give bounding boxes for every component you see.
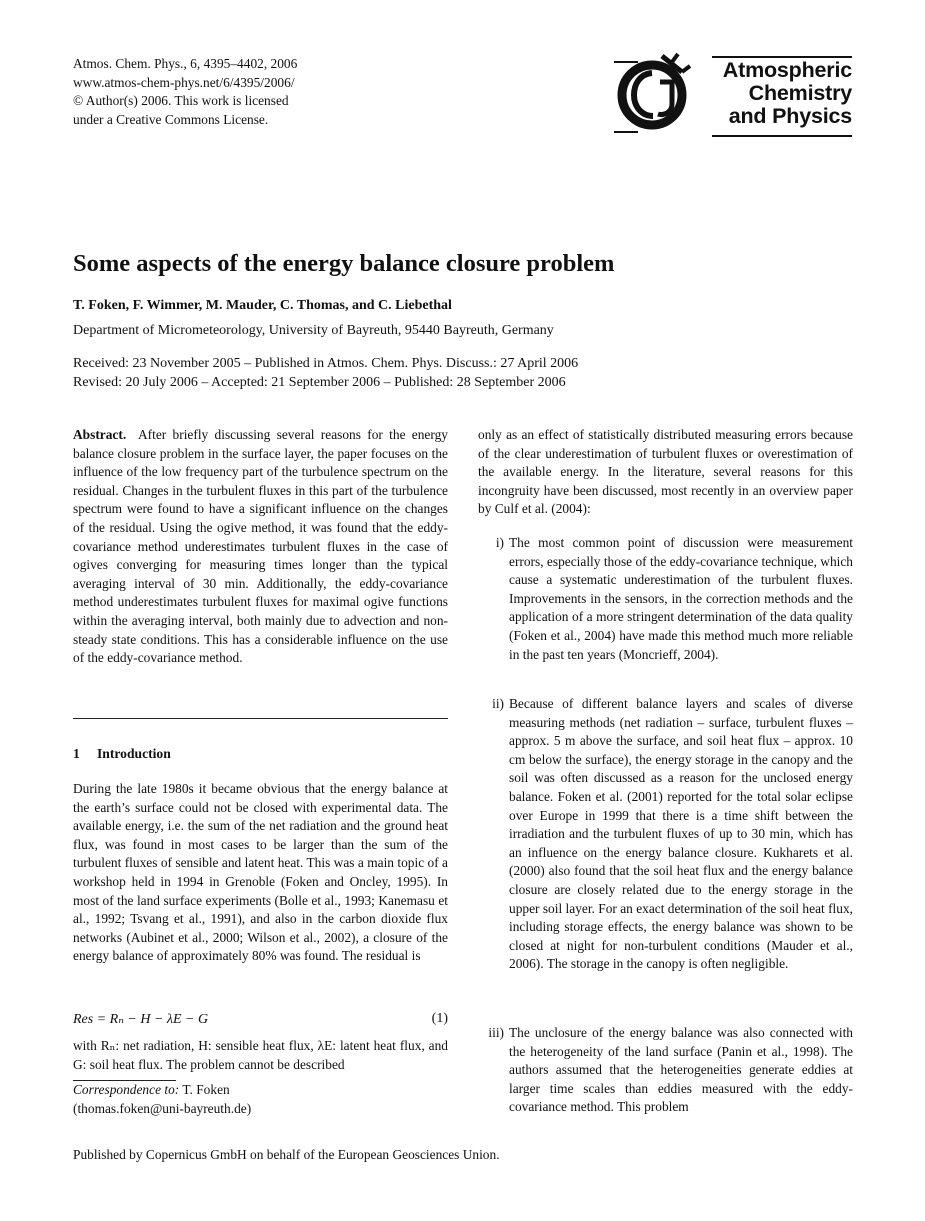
equation-expression: Res = Rₙ − H − λE − G [73,1012,209,1027]
intro-text-2: with Rₙ: net radiation, H: sensible heat flux, λE: latent heat flux, and G: soil heat flux. The problem cannot be described [73,1038,448,1072]
list-marker: i) [495,535,504,550]
journal-reference: Atmos. Chem. Phys., 6, 4395–4402, 2006 [73,56,298,71]
publication-dates [73,354,578,392]
correspondence-name: T. Foken [182,1082,230,1097]
paper-authors: T. Foken, F. Wimmer, M. Mauder, C. Thomas, and C. Liebethal [73,298,452,313]
copyright-line: © Author(s) 2006. This work is licensed [73,93,289,108]
list-item [478,695,853,974]
logo-rule-top [712,56,852,58]
journal-logo [612,52,852,138]
equation-number: (1) [431,1011,448,1026]
correspondence-email[interactable]: (thomas.foken@uni-bayreuth.de) [73,1100,252,1116]
license-line: under a Creative Commons License. [73,111,269,127]
intro-paragraph-1 [73,780,448,966]
acp-logo-icon [612,52,704,138]
paper-title: Some aspects of the energy balance closure problem [73,250,615,277]
section-number: 1 [73,746,80,761]
list-item-text: Because of different balance layers and scales of diverse measuring methods (net radiation – surface, turbulent fluxes – approx. 5 m above the surface, and soil heat flux – approx. 10 cm below the surface), the energy storage in the canopy and the soil was often discussed as a reason for the unclosed energy balance. Foken et al. (2001) reported for the total solar eclipse over Europe in 1999 that there is a time shift between the irradiation and the turbulent fluxes of up to 30 min, which has an influence on the energy balance closure. Kukharets et al. (2000) also found that the soil heat flux and the energy balance closure are closely related due to the energy storage in the upper soil layer. For an exact determination of the soil heat flux, including storage effects, the energy balance was shown to be closed at night for non-turbulent conditions (Mauder et al., 2006). The storage in the canopy is often negligible. [509,696,853,972]
received-line: Received: 23 November 2005 – Published in Atmos. Chem. Phys. Discuss.: 27 April 2006 [73,356,579,371]
abstract-text: After briefly discussing several reasons for the energy balance closure problem in the surface layer, the paper focuses on the influence of the low frequency part of the turbulence spectrum on the residual. Changes in the turbulent fluxes in this part of the turbulence spectrum were found to have a significant influence on the changes of the residual. Using the ogive method, it was found that the eddy-covariance method underestimates turbulent fluxes in the case of ogives converging for measuring times longer than the typical averaging interval of 30 min. Additionally, the eddy-covariance method underestimates turbulent fluxes for maximal ogive functions within the averaging interval, both mainly due to advection and non-steady state conditions. This has a considerable influence on the use of the eddy-covariance method. [73,427,448,666]
right-column-intro [478,426,853,519]
abstract-divider [73,718,448,719]
logo-line-3: and Physics [728,104,852,128]
page-footer: Published by Copernicus GmbH on behalf of the European Geosciences Union. [73,1147,500,1162]
correspondence-footnote [73,1081,251,1118]
right-intro-text: only as an effect of statistically distributed measuring errors because of the clear underestimation of turbulent fluxes or overestimation of the available energy. In the literature, several reasons for this incongruity have been discussed, most recently in an overview paper by Culf et al. (2004): [478,427,853,517]
logo-line-1: Atmospheric [722,58,852,82]
list-item-text: The most common point of discussion were measurement errors, especially those of the eddy-covariance technique, which cause a systematic underestimation of the turbulent fluxes. Improvements in the sensors, in the correction methods and the application of a more stringent determination of the data quality (Foken et al., 2004) have made this method much more reliable in the past ten years (Moncrieff, 2004). [509,535,853,662]
section-title: Introduction [97,746,171,761]
paper-affiliation: Department of Micrometeorology, University of Bayreuth, 95440 Bayreuth, Germany [73,323,554,338]
abstract [73,426,448,668]
journal-header [73,55,297,129]
revised-line: Revised: 20 July 2006 – Accepted: 21 September 2006 – Published: 28 September 2006 [73,375,566,390]
correspondence-label: Correspondence to: [73,1082,180,1097]
list-item [478,534,853,664]
journal-url[interactable]: www.atmos-chem-phys.net/6/4395/2006/ [73,74,295,90]
list-item-text: The unclosure of the energy balance was also connected with the heterogeneity of the land surface (Panin et al., 1998). The authors assumed that the heterogeneities generate eddies at larger time scales than eddies measured with the eddy-covariance method. This problem [509,1025,853,1115]
list-marker: iii) [488,1025,504,1040]
logo-wordmark [723,59,852,128]
logo-line-2: Chemistry [748,81,852,105]
list-item [478,1024,853,1117]
list-marker: ii) [492,696,504,711]
intro-paragraph-2 [73,1037,448,1074]
section-heading-introduction [73,746,171,762]
equation-1 [73,1011,448,1031]
logo-rule [712,135,852,137]
abstract-label: Abstract. [73,427,127,442]
intro-text: During the late 1980s it became obvious that the energy balance at the earth’s surface could not be closed with experimental data. The available energy, i.e. the sum of the net radiation and the ground heat flux, was found in most cases to be larger than the sum of the turbulent fluxes of sensible and latent heat. This was a main topic of a workshop held in 1994 in Grenoble (Foken and Oncley, 1995). In most of the land surface experiments (Bolle et al., 1993; Kanemasu et al., 1992; Tsvang et al., 1991), and also in the carbon dioxide flux networks (Aubinet et al., 2000; Wilson et al., 2002), a closure of the energy balance of approximately 80% was found. The residual is [73,781,448,964]
